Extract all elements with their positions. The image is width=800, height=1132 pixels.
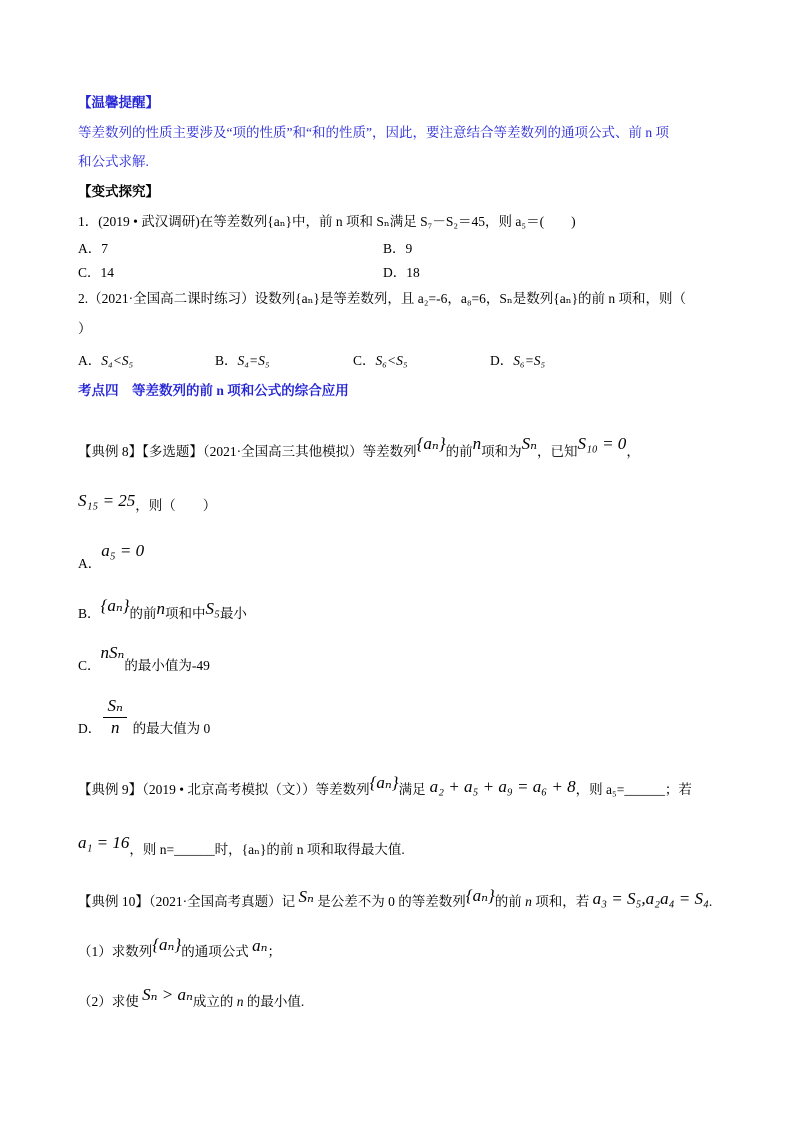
option-label: B． [215,353,238,368]
text-fragment: ，则 n=______时，{aₙ}的前 n 项和取得最大值. [129,842,405,857]
math-expression: Sₙ > aₙ [142,985,193,1004]
option-label: A． [78,241,102,256]
text-fragment: 的通项公式 [181,944,253,959]
math-expression: a₂ + a₅ + a₉ = a₆ + 8 [429,777,576,796]
math-expression: Sₙ [298,887,314,906]
fraction-denominator: n [111,718,120,737]
text-fragment: 的前 [445,444,473,459]
option-label: B． [383,241,406,256]
q2-option-c [353,351,408,371]
math-expression: {aₙ} [416,434,446,453]
option-label: C． [78,658,101,673]
text-fragment: 【典例 9】（2019 • 北京高考模拟（文））等差数列 [78,782,370,797]
option-text: 7 [101,241,108,256]
math-expression: S₁₅ = 25 [78,491,136,510]
ex10-line-1 [78,886,713,911]
math-expression: n [472,434,482,453]
q2-stem-end: ） [78,321,92,336]
ex9-line-2 [78,833,405,859]
q1-option-a [78,239,108,259]
math-expression: a₁ = 16 [78,833,130,852]
q2-stem: 2.（2021·全国高二课时练习）设数列{aₙ}是等差数列，且 a₂=-6，a₈=6，Sₙ是数列{aₙ}的前 n 项和，则（ [78,291,687,306]
text-fragment: （2）求使 [78,994,143,1009]
text-fragment: ， [626,444,640,459]
option-text: S₄<S₅ [101,353,134,368]
ex8-option-d [78,696,211,738]
math-expression: n [156,599,166,618]
text-fragment: 成立的 [192,994,237,1009]
math-variable: n [525,894,532,909]
text-fragment: 是公差不为 0 的等差数列 [313,894,466,909]
ex9-line-1 [78,773,692,799]
math-expression: Sₙ [521,434,538,453]
q1-option-c [78,263,114,283]
option-label: C． [78,265,101,280]
text-fragment: 项和为 [481,444,522,459]
option-label: B． [78,606,101,621]
q2-option-a [78,351,133,371]
section-title: 考点四 等差数列的前 n 项和公式的综合应用 [78,383,349,398]
q2-option-b [215,351,270,371]
q1-option-b [383,239,412,259]
fraction-numerator: Sₙ [103,696,127,718]
option-label: C． [353,353,376,368]
text-fragment: 项和，若 [531,894,593,909]
tip-text-line-2: 和公式求解. [78,154,149,169]
option-text: 9 [405,241,413,256]
math-expression: nSₙ [100,643,125,662]
option-text: S₄=S₅ [237,353,270,368]
text-fragment: 的最小值为-49 [124,658,210,673]
option-label: A． [78,556,102,571]
text-fragment: 满足 [398,782,426,797]
tip-title: 【温馨提醒】 [78,95,159,110]
ex10-part-1 [78,935,282,961]
q1-option-d [383,263,420,283]
ex8-line-1 [78,434,640,461]
text-fragment: ； [267,944,282,959]
variant-title: 【变式探究】 [78,184,159,199]
tip-text-line-1: 等差数列的性质主要涉及“项的性质”和“和的性质”，因此，要注意结合等差数列的通项公式、前 n 项 [78,125,669,140]
text-fragment: 最小 [219,606,247,621]
text-fragment: 项和中 [165,606,206,621]
option-text: S₆<S₅ [375,353,408,368]
math-expression: {aₙ} [152,935,182,954]
ex8-option-c [78,643,210,675]
math-expression: a₅ = 0 [101,541,145,560]
ex10-part-2 [78,985,305,1011]
text-fragment: 的前 [494,894,526,909]
option-label: A． [78,353,102,368]
ex8-line-2 [78,491,217,515]
ex8-option-a [78,541,145,573]
option-label: D． [78,721,102,736]
text-fragment: （1）求数列 [78,944,153,959]
text-fragment: ，则 a₅=______；若 [575,782,692,797]
math-variable: n [236,994,244,1009]
math-expression: S₅ [205,599,220,618]
text-fragment: 的前 [129,606,157,621]
text-fragment: 的最大值为 0 [129,721,211,736]
option-label: D． [383,265,407,280]
q2-option-d [490,351,545,371]
option-text: S₆=S₅ [513,353,546,368]
math-expression: {aₙ} [369,773,399,792]
text-fragment: ，则（ ） [135,498,217,513]
text-fragment: 【典例 8】【多选题】（2021·全国高三其他模拟）等差数列 [78,444,417,459]
fraction [103,696,127,738]
text-fragment: . [708,894,713,909]
q1-stem: 1．(2019 • 武汉调研)在等差数列{aₙ}中，前 n 项和 Sₙ满足 S₇－S₂＝45，则 a₅＝( ) [78,214,576,229]
text-fragment: 的最小值. [243,994,305,1009]
option-label: D． [490,353,514,368]
math-expression: a₃ = S₅,a₂a₄ = S₄ [592,889,709,908]
ex8-option-b [78,596,247,623]
math-expression: {aₙ} [465,886,495,905]
option-text: 14 [100,265,115,280]
math-expression: S₁₀ = 0 [577,434,627,453]
math-expression: aₙ [252,936,268,955]
text-fragment: 【典例 10】（2021·全国高考真题）记 [78,894,299,909]
text-fragment: ，已知 [537,444,578,459]
option-text: 18 [406,265,420,280]
math-expression: {aₙ} [100,596,130,615]
